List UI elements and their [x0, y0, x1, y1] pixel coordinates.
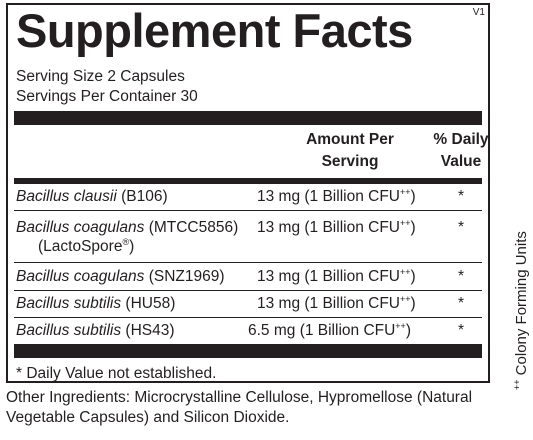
- ingredient-amount: 13 mg (1 Billion CFU++): [257, 217, 416, 236]
- thick-divider-top: [14, 111, 482, 125]
- ingredient-name: Bacillus subtilis (HU58): [16, 295, 176, 312]
- ingredient-name: Bacillus coagulans (MTCC5856): [16, 219, 239, 236]
- dv-header-line1: % Daily: [433, 131, 489, 148]
- cfu-side-note: ++ Colony Forming Units: [512, 231, 530, 390]
- amount-header-line1: Amount Per: [306, 131, 394, 148]
- supplement-facts-panel: [6, 3, 490, 383]
- ingredient-daily-value: *: [458, 219, 465, 236]
- ingredient-amount: 13 mg (1 Billion CFU++): [257, 293, 416, 312]
- dv-header-line2: Value: [440, 153, 482, 170]
- ingredient-name-line2: (LactoSpore®): [38, 236, 135, 255]
- row-divider: [14, 317, 482, 318]
- amount-per-serving-header: [270, 129, 430, 173]
- thick-divider-bottom: [14, 344, 482, 358]
- ingredient-daily-value: *: [458, 322, 465, 339]
- ingredient-daily-value: *: [458, 188, 465, 205]
- serving-size: Serving Size 2 Capsules: [16, 68, 185, 85]
- medium-divider: [14, 178, 482, 184]
- row-divider: [14, 210, 482, 211]
- row-divider: [14, 290, 482, 291]
- ingredient-name: Bacillus clausii (B106): [16, 188, 168, 205]
- servings-per-container: Servings Per Container 30: [16, 88, 198, 105]
- panel-title: Supplement Facts: [16, 4, 413, 57]
- ingredient-name: Bacillus coagulans (SNZ1969): [16, 268, 225, 285]
- version-label: V1: [472, 7, 485, 18]
- ingredient-amount: 6.5 mg (1 Billion CFU++): [248, 320, 411, 339]
- ingredient-daily-value: *: [458, 268, 465, 285]
- daily-value-footnote: * Daily Value not established.: [16, 365, 217, 382]
- ingredient-daily-value: *: [458, 295, 465, 312]
- row-divider: [14, 262, 482, 263]
- daily-value-header: [416, 129, 506, 173]
- ingredient-name: Bacillus subtilis (HS43): [16, 322, 175, 339]
- ingredient-amount: 13 mg (1 Billion CFU++): [257, 266, 416, 285]
- other-ingredients: Other Ingredients: Microcrystalline Cellulose, Hypromellose (Natural Vegetable Capsules) and Silicon Dioxide.: [6, 389, 473, 426]
- ingredient-amount: 13 mg (1 Billion CFU++): [257, 186, 416, 205]
- amount-header-line2: Serving: [321, 153, 379, 170]
